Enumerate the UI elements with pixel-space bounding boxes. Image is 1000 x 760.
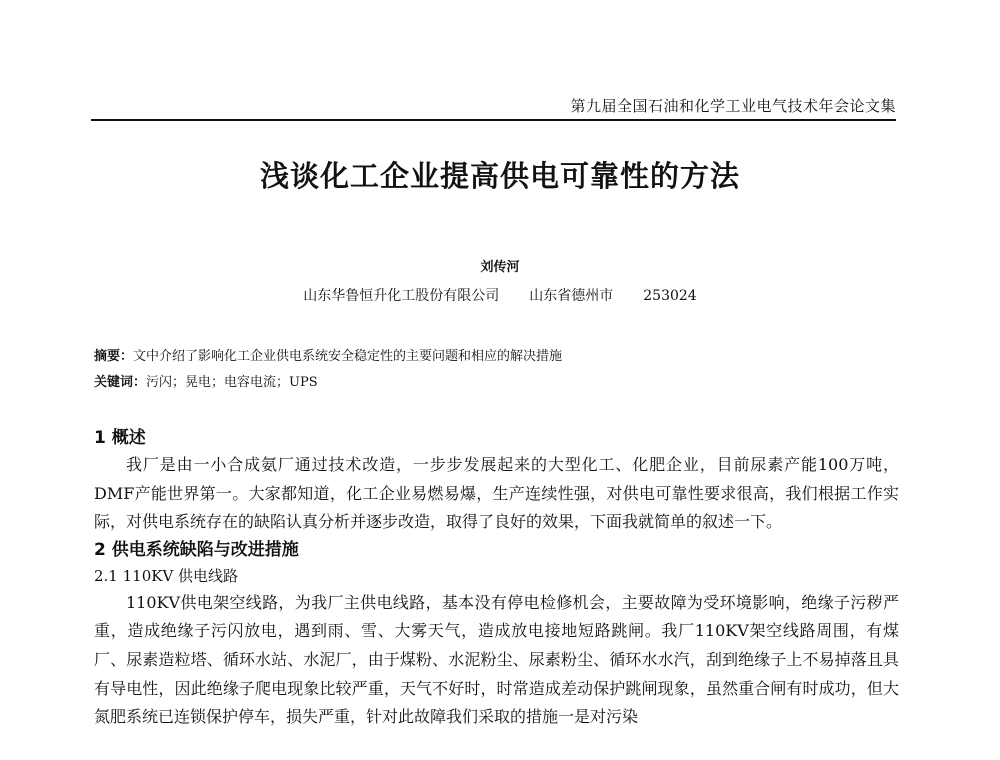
paper-title: 浅谈化工企业提高供电可靠性的方法 xyxy=(259,159,740,193)
paper-body xyxy=(94,425,899,732)
section-2-1-paragraph: 110KV供电架空线路，为我厂主供电线路，基本没有停电检修机会，主要故障为受环境影响，绝缘子污秽严重，造成绝缘子污闪放电，遇到雨、雪、大雾天气，造成放电接地短路跳闸。我厂110KV架空线路周围，有煤厂、尿素造粒塔、循环水站、水泥厂，由于煤粉、水泥粉尘、尿素粉尘、循环水水汽，刮到绝缘子上不易掉落且具有导电性，因此绝缘子爬电现象比较严重，天气不好时，时常造成差动保护跳闸现象，虽然重合闸有时成功，但大氮肥系统已连锁保护停车，损失严重，针对此故障我们采取的措施一是对污染 xyxy=(94,592,899,727)
keywords xyxy=(94,371,900,390)
abstract-text: 文中介绍了影响化工企业供电系统安全稳定性的主要问题和相应的解决措施 xyxy=(133,349,563,364)
section-1-heading: 1 概述 xyxy=(94,428,146,448)
abstract-label: 摘要： xyxy=(94,349,134,364)
affiliation-line xyxy=(0,285,1000,305)
affiliation: 山东华鲁恒升化工股份有限公司 xyxy=(303,288,500,304)
author-name: 刘传河 xyxy=(480,260,520,275)
section-2-1-heading: 2.1 110KV 供电线路 xyxy=(94,566,239,585)
keywords-label: 关键词： xyxy=(94,375,147,390)
location: 山东省德州市 xyxy=(529,288,614,304)
header-rule xyxy=(91,119,896,121)
abstract xyxy=(94,345,900,364)
section-2-heading: 2 供电系统缺陷与改进措施 xyxy=(94,539,299,560)
section-1-paragraph: 我厂是由一小合成氨厂通过技术改造，一步步发展起来的大型化工、化肥企业，目前尿素产能100万吨，DMF产能世界第一。大家都知道，化工企业易燃易爆，生产连续性强，对供电可靠性要求很高，我们根据工作实际，对供电系统存在的缺陷认真分析并逐步改造，取得了良好的效果，下面我就简单的叙述一下。 xyxy=(94,455,899,532)
postcode: 253024 xyxy=(643,288,697,304)
running-header: 第九届全国石油和化学工业电气技术年会论文集 xyxy=(570,97,896,115)
keywords-text: 污闪；晃电；电容电流；UPS xyxy=(146,375,318,390)
